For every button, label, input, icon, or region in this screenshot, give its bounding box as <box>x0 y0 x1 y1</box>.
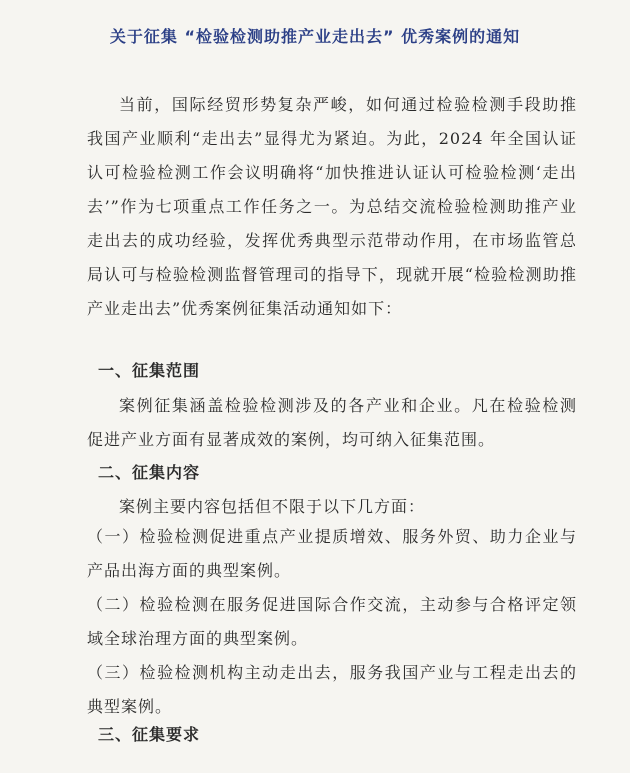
content-item-3: （三）检验检测机构主动走出去，服务我国产业与工程走出去的典型案例。 <box>87 663 577 716</box>
section-heading-requirements: 三、征集要求 <box>98 725 201 744</box>
content-lead-paragraph: 案例主要内容包括但不限于以下几方面： <box>119 497 426 516</box>
document-title: 关于征集 “检验检测助推产业走出去” 优秀案例的通知 <box>109 27 521 46</box>
content-item-1: （一）检验检测促进重点产业提质增效、服务外贸、助力企业与产品出海方面的典型案例。 <box>87 527 577 580</box>
scope-paragraph: 案例征集涵盖检验检测涉及的各产业和企业。凡在检验检测促进产业方面有显著成效的案例，均可纳入征集范围。 <box>87 396 577 449</box>
section-heading-scope: 一、征集范围 <box>98 361 201 380</box>
content-item-2: （二）检验检测在服务促进国际合作交流，主动参与合格评定领域全球治理方面的典型案例。 <box>87 595 577 648</box>
intro-paragraph: 当前，国际经贸形势复杂严峻，如何通过检验检测手段助推我国产业顺利“走出去”显得尤为紧迫。为此，2024 年全国认证认可检验检测工作会议明确将“加快推进认证认可检验检测‘走出去’”作为七项重点工作任务之一。为总结交流检验检测助推产业走出去的成功经验，发挥优秀典型示范带动作用，在市场监管总局认可与检验检测监督管理司的指导下，现就开展“检验检测助推产业走出去”优秀案例征集活动通知如下： <box>87 95 577 318</box>
section-heading-content: 二、征集内容 <box>98 463 201 482</box>
